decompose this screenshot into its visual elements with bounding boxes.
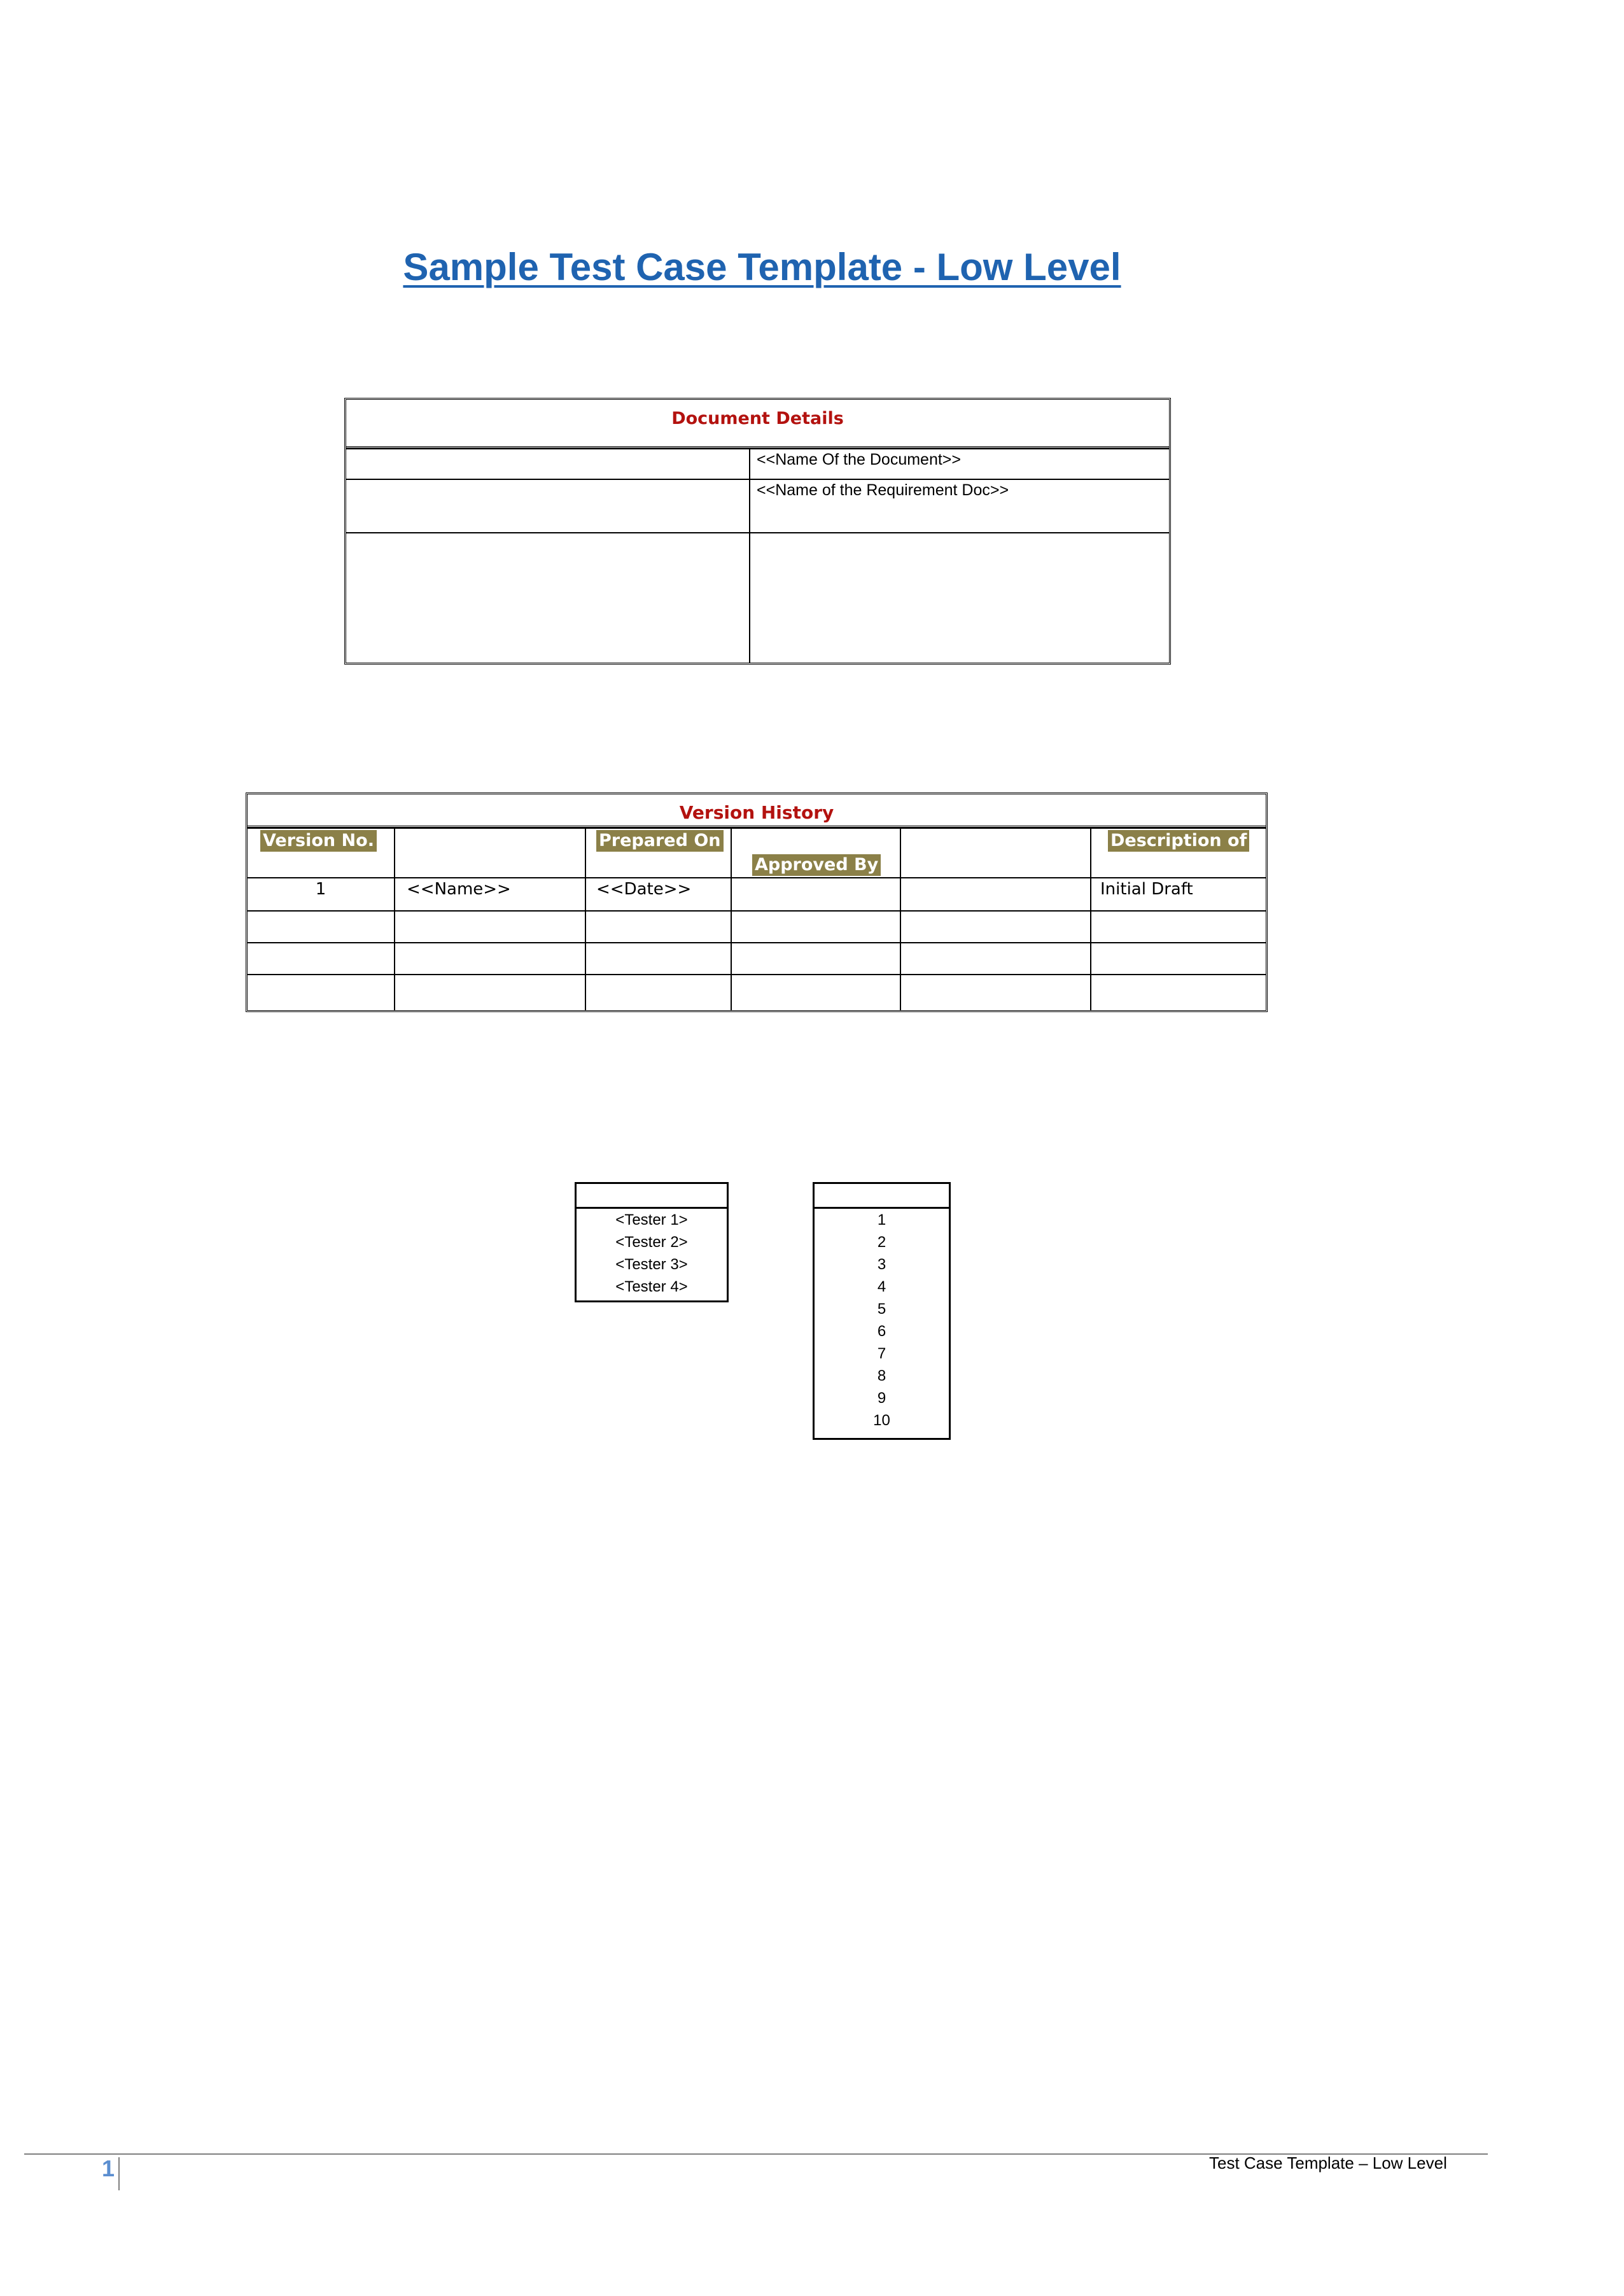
table-row	[346, 449, 1169, 479]
column-header	[395, 828, 585, 878]
doc-value-cell: <<Name of the Requirement Doc>>	[750, 479, 1169, 533]
column-header	[585, 828, 731, 878]
list-item: 3	[877, 1256, 886, 1273]
table-cell	[585, 943, 731, 975]
table-cell	[585, 911, 731, 943]
table-cell	[585, 975, 731, 1010]
footer-text: Test Case Template – Low Level	[1209, 2153, 1447, 2173]
column-header	[900, 828, 1091, 878]
list-item: 7	[877, 1345, 886, 1362]
table-cell: <<Name>>	[395, 878, 585, 911]
page-title: Sample Test Case Template - Low Level	[403, 246, 1121, 288]
description-header: Description of	[1108, 830, 1249, 852]
list-item: <Tester 1>	[615, 1211, 688, 1229]
list-item: 2	[877, 1234, 886, 1251]
table-cell	[395, 943, 585, 975]
list-item: 1	[877, 1211, 886, 1229]
version-history-grid	[248, 828, 1266, 1010]
prepared-on-header: Prepared On	[596, 830, 724, 852]
column-header	[1091, 828, 1266, 878]
table-cell: 1	[248, 878, 395, 911]
doc-label-cell	[346, 449, 750, 479]
table-cell	[1091, 943, 1266, 975]
list-item: <Tester 3>	[615, 1256, 688, 1273]
table-row	[248, 975, 1266, 1010]
number-list-header	[815, 1184, 949, 1209]
list-item: <Tester 4>	[615, 1278, 688, 1295]
tester-list-header	[577, 1184, 727, 1209]
table-cell	[731, 911, 900, 943]
table-row	[248, 911, 1266, 943]
list-item: 8	[877, 1367, 886, 1384]
doc-label-cell	[346, 479, 750, 533]
table-row	[346, 479, 1169, 533]
doc-value-cell	[750, 533, 1169, 663]
list-item: 9	[877, 1390, 886, 1407]
column-header	[248, 828, 395, 878]
table-cell	[900, 878, 1091, 911]
footer-page-number: 1	[102, 2155, 115, 2181]
table-cell	[731, 878, 900, 911]
document-details-table	[344, 398, 1171, 665]
table-cell	[395, 911, 585, 943]
table-cell	[900, 975, 1091, 1010]
doc-label-cell	[346, 533, 750, 663]
table-cell	[900, 911, 1091, 943]
list-item: 10	[873, 1412, 890, 1429]
doc-value-cell: <<Name Of the Document>>	[750, 449, 1169, 479]
number-list	[813, 1182, 951, 1440]
list-item: <Tester 2>	[615, 1234, 688, 1251]
table-cell	[248, 911, 395, 943]
document-details-heading: Document Details	[346, 400, 1169, 448]
column-header	[731, 828, 900, 878]
table-cell	[1091, 975, 1266, 1010]
table-row	[248, 878, 1266, 911]
table-cell	[248, 975, 395, 1010]
table-cell: Initial Draft	[1091, 878, 1266, 911]
table-cell	[1091, 911, 1266, 943]
table-cell	[395, 975, 585, 1010]
table-cell	[248, 943, 395, 975]
list-item: 6	[877, 1323, 886, 1340]
table-cell: <<Date>>	[585, 878, 731, 911]
footer-page-bar	[118, 2157, 120, 2190]
list-item: 4	[877, 1278, 886, 1295]
approved-by-header: Approved By	[752, 854, 881, 876]
list-item: 5	[877, 1300, 886, 1318]
table-cell	[900, 943, 1091, 975]
table-header-row	[248, 828, 1266, 878]
document-details-grid	[346, 448, 1169, 663]
table-cell	[731, 975, 900, 1010]
table-cell	[731, 943, 900, 975]
version-history-heading: Version History	[248, 794, 1266, 828]
table-row	[346, 533, 1169, 663]
version-history-table	[246, 792, 1268, 1012]
tester-list	[575, 1182, 729, 1302]
version-no-header: Version No.	[260, 830, 377, 852]
table-row	[248, 943, 1266, 975]
